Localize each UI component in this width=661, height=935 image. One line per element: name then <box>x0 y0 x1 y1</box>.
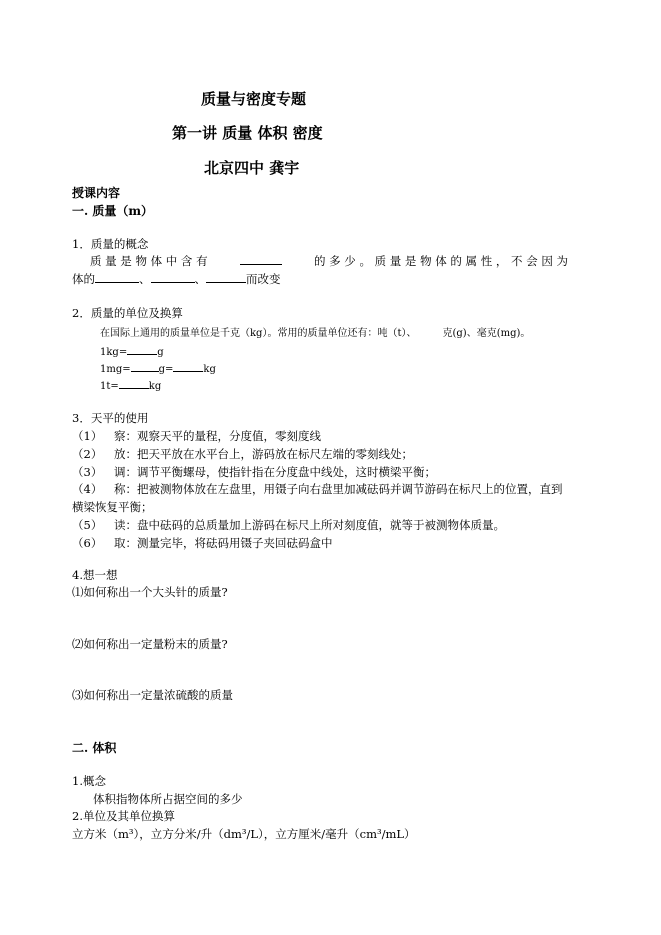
mass-units-intro-a: 在国际上通用的质量单位是千克（kg）。常用的质量单位还有：吨（t）、 <box>100 328 417 339</box>
think-question-2: ⑵如何称出一定量粉末的质量? <box>72 637 228 651</box>
main-title: 质量与密度专题 <box>201 90 307 108</box>
conv1-a: 1kg= <box>100 347 128 358</box>
mass-concept-heading: 1．质量的概念 <box>72 237 149 251</box>
conversion-kg-g <box>100 343 164 358</box>
conv1-b: g <box>157 347 164 358</box>
author-title: 北京四中 龚宇 <box>204 159 300 177</box>
section1-heading: 一. 质量（m） <box>72 204 154 218</box>
balance-steps <box>72 428 563 553</box>
conv2-a: 1mg= <box>100 364 131 375</box>
balance-step <box>72 481 563 499</box>
conversion-mg <box>100 360 216 375</box>
volume-units-text: 立方米（m³），立方分米/升（dm³/L），立方厘米/毫升（cm³/mL） <box>72 827 416 841</box>
separator: 、 <box>139 272 151 286</box>
blank-7[interactable] <box>173 360 203 372</box>
blank-3[interactable] <box>151 271 195 283</box>
conv3-b: kg <box>148 381 162 392</box>
step-number: （2） <box>72 446 103 461</box>
section2-heading: 二. 体积 <box>72 741 117 755</box>
mass-concept-line1 <box>90 253 568 269</box>
step-number: （4） <box>72 482 103 497</box>
conv2-b: g= <box>158 364 174 375</box>
think-question-3: ⑶如何称出一定量浓硫酸的质量 <box>72 688 233 702</box>
mass-concept-line1-b: 的 多 少 。 质 量 是 物 体 的 属 性 ， 不 会 因 为 <box>314 254 568 268</box>
balance-step <box>72 446 563 464</box>
mass-units-intro-b: 克(g)、毫克(mg)。 <box>442 328 531 339</box>
step-text: 取：测量完毕，将砝码用镊子夹回砝码盒中 <box>114 535 333 550</box>
volume-concept-heading: 1.概念 <box>72 774 106 788</box>
mass-concept-line1-a: 质 量 是 物 体 中 含 有 <box>90 254 208 268</box>
step-text: 调：调节平衡螺母，使指针指在分度盘中线处，这时横梁平衡； <box>114 464 436 479</box>
step-text: 称：把被测物体放在左盘里，用镊子向右盘里加减砝码并调节游码在标尺上的位置，直到 <box>114 482 563 497</box>
blank-2[interactable] <box>95 271 139 283</box>
conv3-a: 1t= <box>100 381 119 392</box>
step-number: （1） <box>72 429 103 443</box>
blank-6[interactable] <box>131 360 159 372</box>
intro-label: 授课内容 <box>72 186 121 200</box>
lecture-title: 第一讲 质量 体积 密度 <box>172 124 323 142</box>
balance-step <box>72 517 563 535</box>
step-text: 读：盘中砝码的总质量加上游码在标尺上所对刻度值，就等于被测物体质量。 <box>114 517 505 532</box>
mass-concept-line2-a: 体的 <box>72 272 95 286</box>
mass-units-intro <box>100 324 530 339</box>
mass-concept-line2-b: 而改变 <box>246 272 281 286</box>
balance-step <box>72 464 563 482</box>
separator: 、 <box>194 272 206 286</box>
step-text: 横梁恢复平衡； <box>72 500 153 515</box>
balance-step <box>72 499 563 517</box>
volume-concept-text: 体积指物体所占据空间的多少 <box>93 792 243 806</box>
blank-8[interactable] <box>119 377 149 389</box>
think-question-1: ⑴如何称出一个大头针的质量? <box>72 585 228 599</box>
blank-5[interactable] <box>127 343 157 355</box>
balance-heading: 3．天平的使用 <box>72 411 149 425</box>
step-text: 察：观察天平的量程，分度值，零刻度线 <box>114 429 321 443</box>
balance-step <box>72 535 563 553</box>
step-number: （6） <box>72 535 103 550</box>
blank-1[interactable] <box>240 253 282 265</box>
conv2-c: kg <box>203 364 216 375</box>
step-number: （5） <box>72 517 103 532</box>
step-number: （3） <box>72 464 103 479</box>
blank-4[interactable] <box>206 271 246 283</box>
mass-concept-line2 <box>72 271 281 287</box>
mass-units-heading: 2．质量的单位及换算 <box>72 306 183 320</box>
volume-units-heading: 2.单位及其单位换算 <box>72 809 175 823</box>
think-heading: 4.想一想 <box>72 568 118 582</box>
conversion-t-kg <box>100 377 161 392</box>
balance-step <box>72 428 563 446</box>
step-text: 放：把天平放在水平台上，游码放在标尺左端的零刻线处； <box>114 446 413 461</box>
